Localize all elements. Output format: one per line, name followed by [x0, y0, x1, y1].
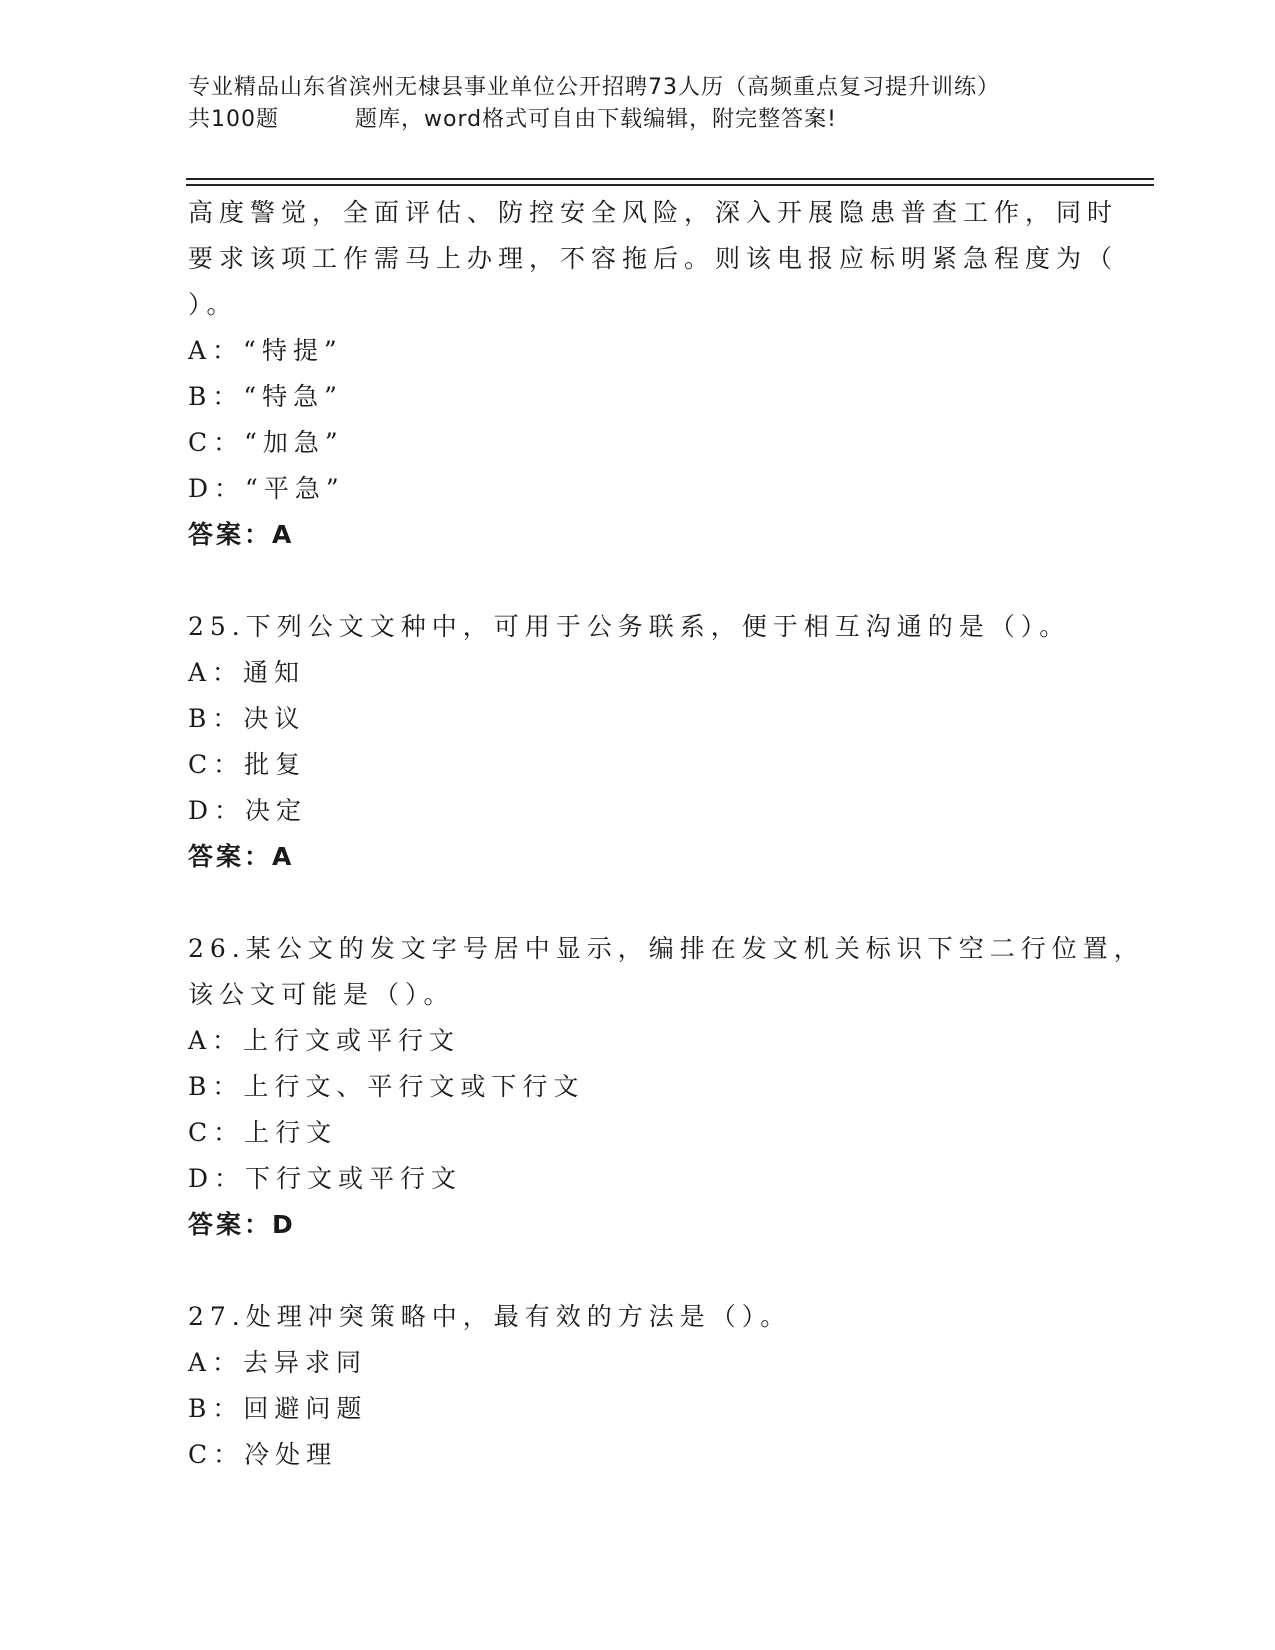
- question-text-line: 要求该项工作需马上办理，不容拖后。则该电报应标明紧急程度为（: [188, 244, 1119, 273]
- answer-line: 答案：A: [188, 842, 295, 871]
- option-b: B：上行文、平行文或下行文: [188, 1072, 585, 1101]
- option-a: A：上行文或平行文: [188, 1026, 461, 1055]
- question-24-continued: [188, 190, 1119, 558]
- option-d: D：下行文或平行文: [188, 1164, 463, 1193]
- question-text-line: 27.处理冲突策略中，最有效的方法是（）。: [188, 1302, 792, 1331]
- option-d: D：决定: [188, 796, 308, 825]
- question-text-line: 高度警觉，全面评估、防控安全风险，深入开展隐患普查工作，同时: [188, 198, 1119, 227]
- option-d: D：“平急”: [188, 474, 345, 503]
- question-26: [188, 926, 1145, 1248]
- question-text-line: 25.下列公文文种中，可用于公务联系，便于相互沟通的是（）。: [188, 612, 1071, 641]
- answer-line: 答案：A: [188, 520, 295, 549]
- option-c: C：上行文: [188, 1118, 338, 1147]
- option-a: A：通知: [188, 658, 306, 687]
- option-a: A：“特提”: [188, 336, 343, 365]
- option-c: C：冷处理: [188, 1440, 338, 1469]
- answer-line: 答案：D: [188, 1210, 296, 1239]
- option-a: A：去异求同: [188, 1348, 368, 1377]
- header-divider-bottom: [186, 184, 1154, 186]
- header-title-line: 专业精品山东省滨州无棣县事业单位公开招聘73人历（高频重点复习提升训练）: [188, 75, 1000, 100]
- question-text-line: ）。: [188, 290, 238, 319]
- option-b: B：“特急”: [188, 382, 343, 411]
- question-text-line: 该公文可能是（）。: [188, 980, 455, 1009]
- document-body: [188, 190, 1145, 1478]
- option-c: C：“加急”: [188, 428, 344, 457]
- question-text-line: 26.某公文的发文字号居中显示，编排在发文机关标识下空二行位置，: [188, 934, 1145, 963]
- question-25: [188, 604, 1088, 880]
- header-subtitle-line: [188, 104, 1088, 136]
- option-c: C：批复: [188, 750, 307, 779]
- document-header: [188, 72, 1088, 136]
- header-divider-top: [186, 178, 1154, 180]
- header-format-note: 题库，word格式可自由下载编辑，附完整答案!: [355, 107, 837, 132]
- header-question-count: 共100题: [188, 107, 279, 132]
- option-b: B：决议: [188, 704, 306, 733]
- option-b: B：回避问题: [188, 1394, 368, 1423]
- question-27: [188, 1294, 1088, 1478]
